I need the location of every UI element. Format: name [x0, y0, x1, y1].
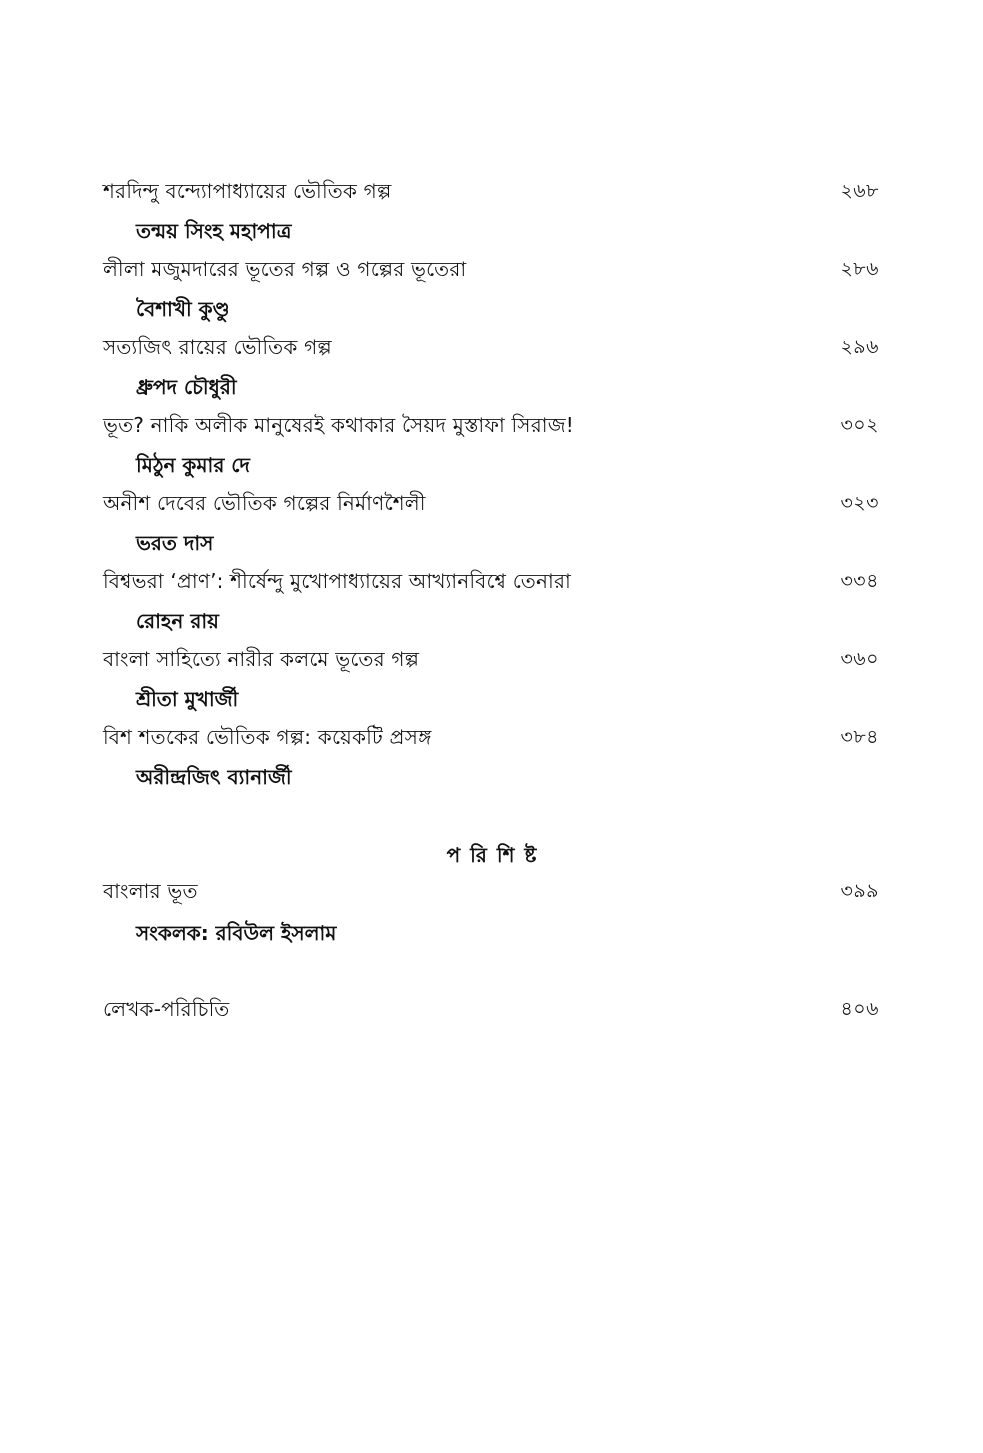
- toc-entry: [103, 644, 879, 678]
- entry-page-number: ৩২৩: [840, 492, 879, 514]
- entry-page-number: ৩৬০: [840, 648, 879, 670]
- entry-title: সত্যজিৎ রায়ের ভৌতিক গল্প: [103, 334, 332, 359]
- appendix-entry: [103, 994, 879, 1028]
- entry-title: বাংলা সাহিত্যে নারীর কলমে ভূতের গল্প: [103, 646, 420, 671]
- entry-page-number: ৩৮৪: [840, 726, 879, 748]
- entry-title: অনীশ দেবের ভৌতিক গল্পের নির্মাণশৈলী: [103, 490, 426, 515]
- entry-title: বিশ শতকের ভৌতিক গল্প: কয়েকটি প্রসঙ্গ: [103, 724, 432, 749]
- entry-page-number: ২৮৬: [840, 258, 879, 280]
- toc-entry: [103, 176, 879, 210]
- entry-author: মিঠুন কুমার দে: [136, 452, 250, 477]
- entry-author: ধ্রুপদ চৌধুরী: [136, 374, 237, 399]
- entry-compiler: সংকলক: রবিউল ইসলাম: [136, 920, 337, 945]
- entry-author: ভরত দাস: [136, 530, 214, 555]
- entry-title: লীলা মজুমদারের ভূতের গল্প ও গল্পের ভূতেরা: [103, 256, 467, 281]
- appendix-heading: পরিশিষ্ট: [446, 842, 547, 867]
- entry-page-number: ৪০৬: [840, 998, 879, 1020]
- entry-title: বিশ্বভরা ‘প্রাণ’: শীর্ষেন্দু মুখোপাধ্যায়ের আখ্যানবিশ্বে তেনারা: [103, 568, 571, 593]
- toc-entry: [103, 410, 879, 444]
- toc-entry: [103, 566, 879, 600]
- entry-title: ভূত? নাকি অলীক মানুষেরই কথাকার সৈয়দ মুস্তাফা সিরাজ!: [103, 412, 575, 437]
- entry-title: লেখক-পরিচিতি: [103, 996, 230, 1021]
- toc-entry: [103, 722, 879, 756]
- appendix-entry: [103, 876, 879, 910]
- entry-author: বৈশাখী কুণ্ডু: [136, 296, 230, 321]
- entry-page-number: ২৬৮: [840, 180, 879, 202]
- entry-author: তন্ময় সিংহ মহাপাত্র: [136, 218, 292, 243]
- toc-entry: [103, 488, 879, 522]
- entry-title: বাংলার ভূত: [103, 878, 198, 903]
- entry-title: শরদিন্দু বন্দ্যোপাধ্যায়ের ভৌতিক গল্প: [103, 178, 392, 203]
- entry-author: শ্রীতা মুখার্জী: [136, 686, 239, 711]
- toc-entry: [103, 254, 879, 288]
- entry-page-number: ২৯৬: [840, 336, 879, 358]
- entry-author: অরীন্দ্রজিৎ ব্যানার্জী: [136, 764, 292, 789]
- entry-page-number: ৩০২: [840, 414, 879, 436]
- toc-entry: [103, 332, 879, 366]
- entry-page-number: ৩৯৯: [840, 880, 879, 902]
- entry-page-number: ৩৩৪: [840, 570, 879, 592]
- entry-author: রোহন রায়: [136, 608, 219, 633]
